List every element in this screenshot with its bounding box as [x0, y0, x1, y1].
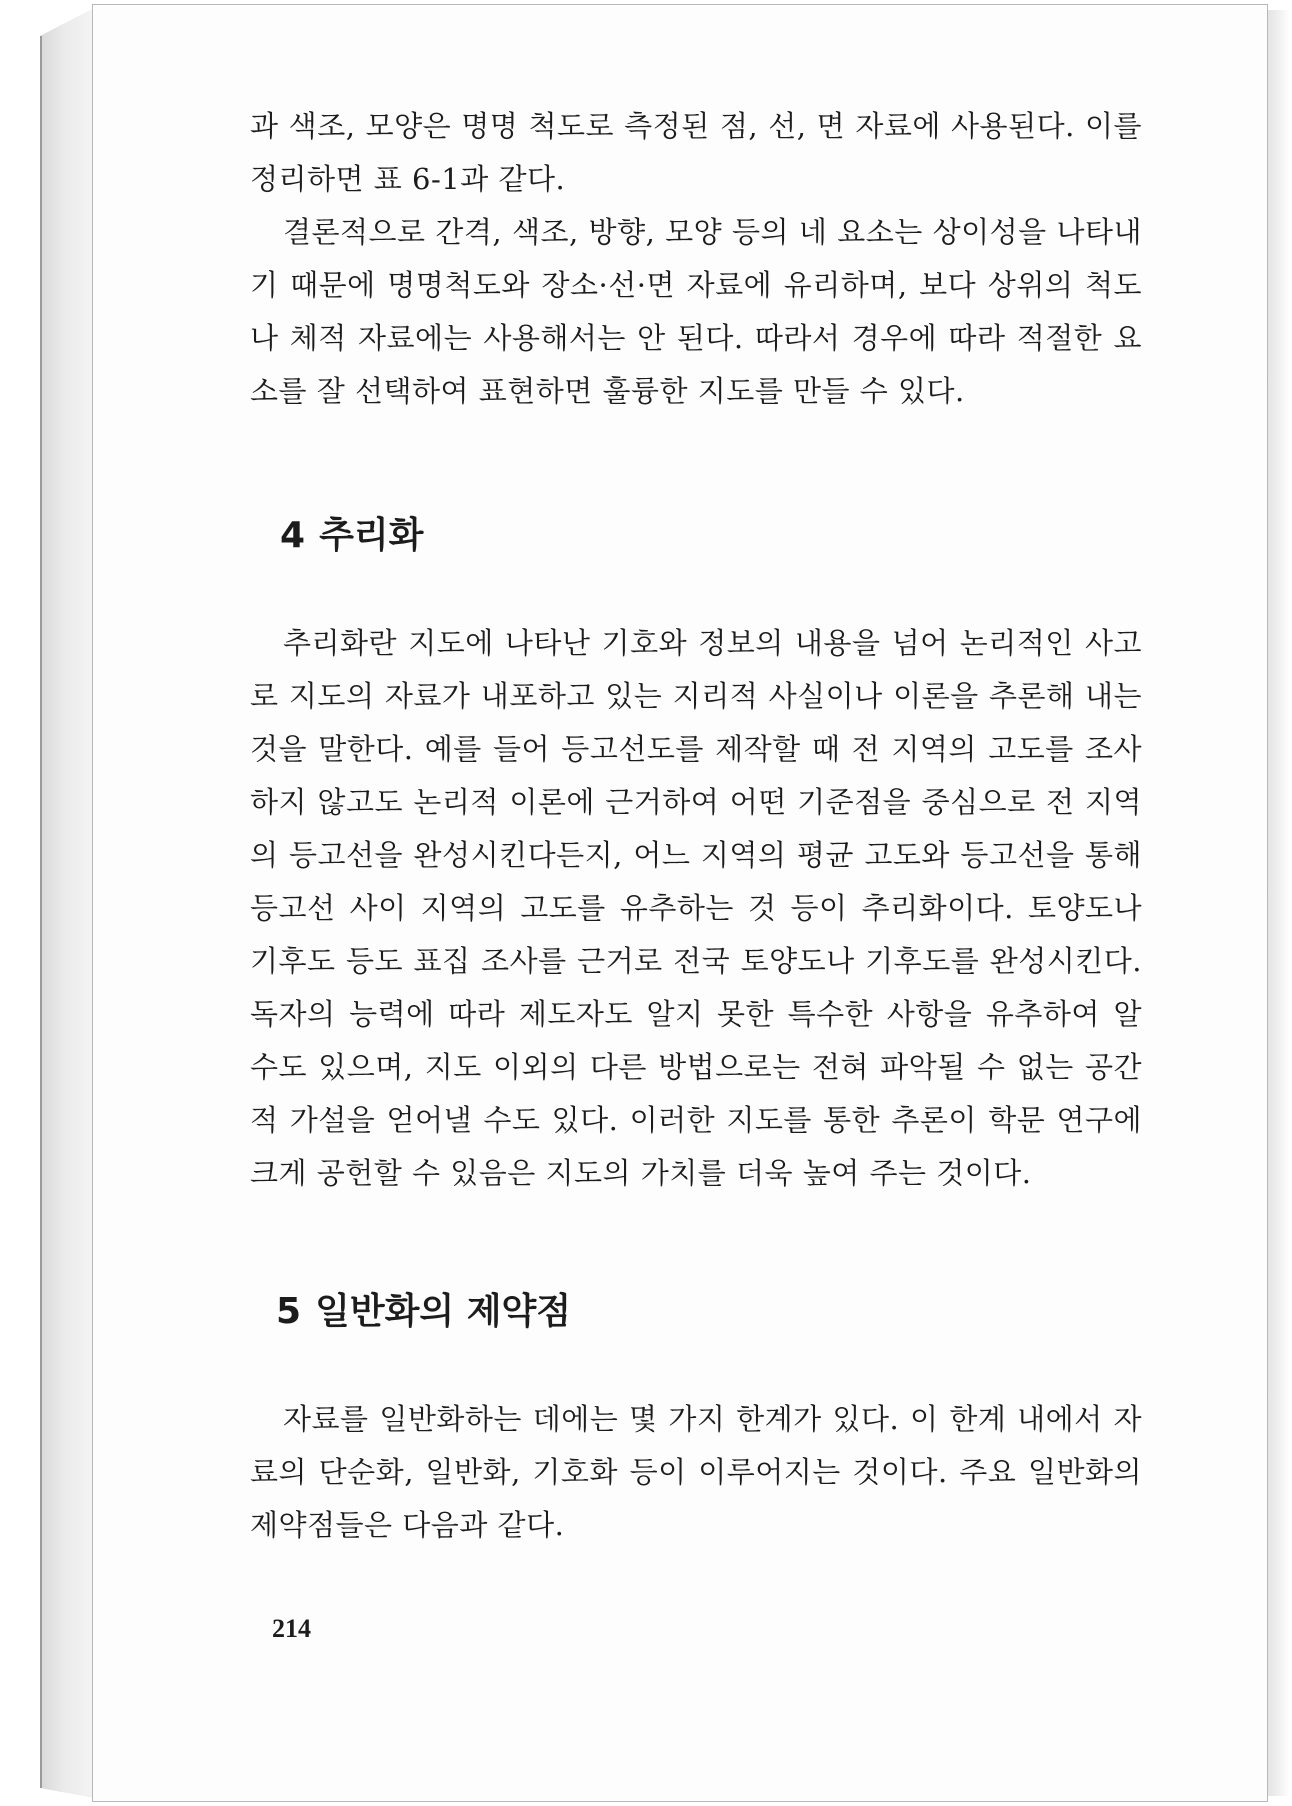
book-spine-edge [40, 8, 94, 1798]
book-spine-outline [40, 36, 42, 1788]
section-4-heading [280, 514, 423, 558]
section-5-title: 일반화의 제약점 [315, 1291, 572, 1332]
paragraph-continuation: 과 색조, 모양은 명명 척도로 측정된 점, 선, 면 자료에 사용된다. 이를 정리하면 표 6-1과 같다. [250, 109, 1142, 196]
page-number: 214 [272, 1614, 311, 1643]
section-5-heading [276, 1290, 571, 1334]
section-4-number: 4 [280, 515, 306, 556]
book-right-shadow [1268, 10, 1290, 1796]
section-4-title: 추리화 [319, 515, 424, 556]
section-5-paragraph: 자료를 일반화하는 데에는 몇 가지 한계가 있다. 이 한계 내에서 자료의 단순화, 일반화, 기호화 등이 이루어지는 것이다. 주요 일반화의 제약점들은 다음과 같다. [250, 1402, 1142, 1542]
top-text-block [250, 100, 1142, 418]
section-5-number: 5 [276, 1291, 302, 1332]
section-5-body-block [250, 1393, 1142, 1552]
paragraph-conclusion: 결론적으로 간격, 색조, 방향, 모양 등의 네 요소는 상이성을 나타내기 때문에 명명척도와 장소·선·면 자료에 유리하며, 보다 상위의 척도나 체적 자료에는 사용해서는 안 된다. 따라서 경우에 따라 적절한 요소를 잘 선택하여 표현하면 훌륭한 지도를 만들 수 있다. [250, 215, 1142, 408]
section-4-body-block [250, 617, 1142, 1200]
section-4-paragraph: 추리화란 지도에 나타난 기호와 정보의 내용을 넘어 논리적인 사고로 지도의 자료가 내포하고 있는 지리적 사실이나 이론을 추론해 내는 것을 말한다. 예를 들어 등고선도를 제작할 때 전 지역의 고도를 조사하지 않고도 논리적 이론에 근거하여 어떤 기준점을 중심으로 전 지역의 등고선을 완성시킨다든지, 어느 지역의 평균 고도와 등고선을 통해 등고선 사이 지역의 고도를 유추하는 것 등이 추리화이다. 토양도나 기후도 등도 표집 조사를 근거로 전국 토양도나 기후도를 완성시킨다. 독자의 능력에 따라 제도자도 알지 못한 특수한 사항을 유추하여 알 수도 있으며, 지도 이외의 다른 방법으로는 전혀 파악될 수 없는 공간적 가설을 얻어낼 수도 있다. 이러한 지도를 통한 추론이 학문 연구에 크게 공헌할 수 있음은 지도의 가치를 더욱 높여 주는 것이다. [250, 626, 1142, 1190]
